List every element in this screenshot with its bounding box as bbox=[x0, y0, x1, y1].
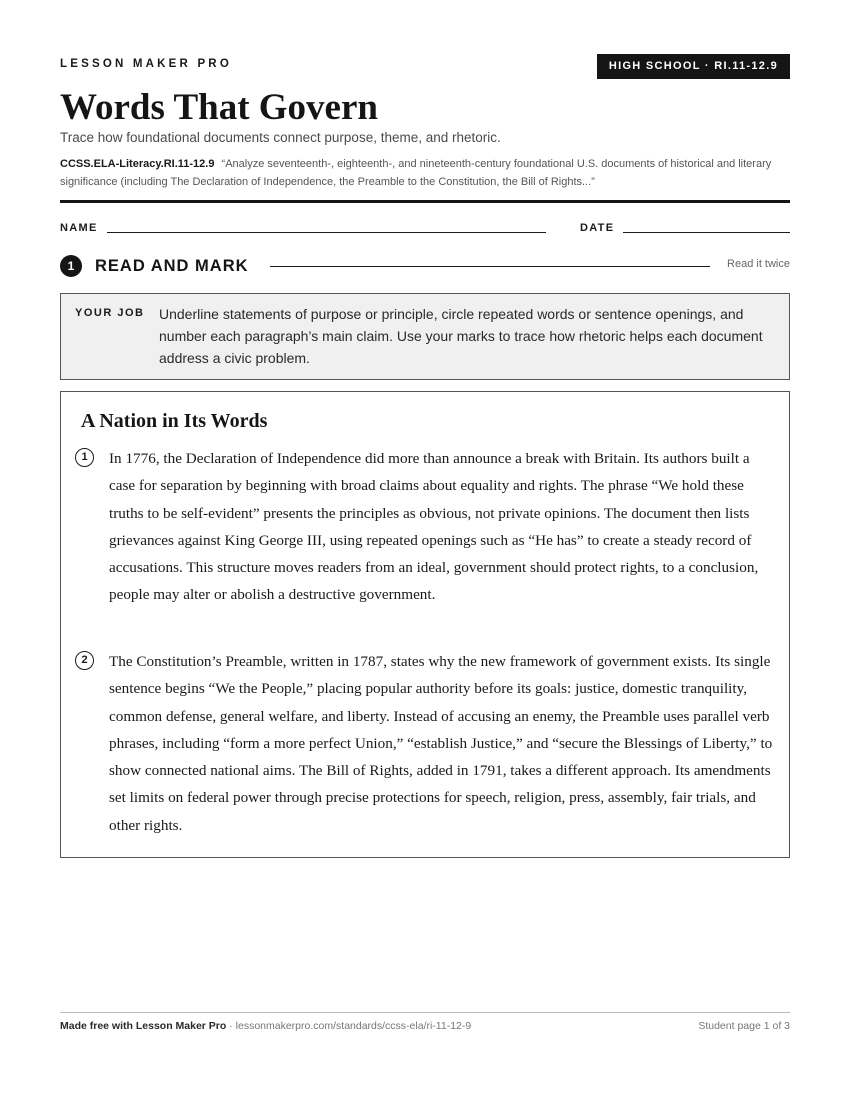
page-subtitle: Trace how foundational documents connect purpose, theme, and rhetoric. bbox=[60, 130, 501, 145]
footer-brand: Made free with Lesson Maker Pro bbox=[60, 1020, 227, 1032]
level-badge: HIGH SCHOOL · RI.11-12.9 bbox=[597, 54, 790, 79]
date-label: DATE bbox=[580, 222, 615, 234]
footer-divider bbox=[60, 1012, 790, 1013]
worksheet-page bbox=[60, 0, 790, 1100]
instructions-box bbox=[60, 293, 790, 380]
footer-separator: · bbox=[226, 1020, 236, 1032]
name-label: NAME bbox=[60, 222, 98, 234]
brand-name: LESSON MAKER PRO bbox=[60, 58, 232, 70]
section-title: READ AND MARK bbox=[95, 257, 249, 275]
section-number-badge: 1 bbox=[60, 255, 82, 277]
reading-passage bbox=[60, 391, 790, 858]
header-divider bbox=[60, 200, 790, 203]
name-field[interactable] bbox=[107, 232, 546, 233]
instructions-text: Underline statements of purpose or principle, circle repeated words or sentence openings, and number each paragraph’s main claim. Use your marks to trace how rhetoric helps each document address a civic problem. bbox=[159, 306, 763, 366]
section-divider bbox=[270, 266, 710, 267]
page-indicator: Student page 1 of 3 bbox=[698, 1020, 790, 1032]
page-title: Words That Govern bbox=[60, 87, 378, 128]
paragraph-number-1: 1 bbox=[75, 448, 94, 467]
footer-url[interactable]: lessonmakerpro.com/standards/ccss-ela/ri-11-12-9 bbox=[235, 1020, 472, 1032]
paragraph-2: The Constitution’s Preamble, written in 1787, states why the new framework of government exists. Its single sentence begins “We the People,” placing popular authority before its goals: justice, domestic tranquility, common defense, general welfare, and liberty. Instead of accusing an enemy, the Preamble uses parallel verb phrases, including “form a more perfect Union,” “establish Justice,” and “secure the Blessings of Liberty,” to show connected national aims. The Bill of Rights, added in 1791, takes a different approach. Its amendments set limits on federal power through precise protections for speech, religion, press, assembly, fair trials, and other rights. bbox=[109, 653, 773, 834]
standard-text: “Analyze seventeenth-, eighteenth-, and nineteenth-century foundational U.S. documents of historical and literary significance (including The Declaration of Independence, the Preamble to the Constitution, the Bill of Rights...” bbox=[60, 158, 772, 188]
standard-code: CCSS.ELA-Literacy.RI.11-12.9 bbox=[60, 158, 215, 170]
instructions-label: YOUR JOB bbox=[75, 307, 145, 319]
standard-description bbox=[60, 155, 790, 191]
footer-credit bbox=[60, 1020, 471, 1032]
paragraph-1: In 1776, the Declaration of Independence did more than announce a break with Britain. Its authors built a case for separation by beginning with broad claims about equality and rights. The phrase “We hold these truths to be self-evident” presents the principles as obvious, not private opinions. The document then lists grievances against King George III, using repeated openings such as “He has” to create a steady record of accusations. This structure moves readers from an ideal, government should protect rights, to a conclusion, people may alter or abolish a destructive government. bbox=[109, 450, 759, 604]
date-field[interactable] bbox=[623, 232, 790, 233]
paragraph-number-2: 2 bbox=[75, 651, 94, 670]
passage-title: A Nation in Its Words bbox=[81, 410, 268, 432]
section-note: Read it twice bbox=[727, 258, 790, 270]
